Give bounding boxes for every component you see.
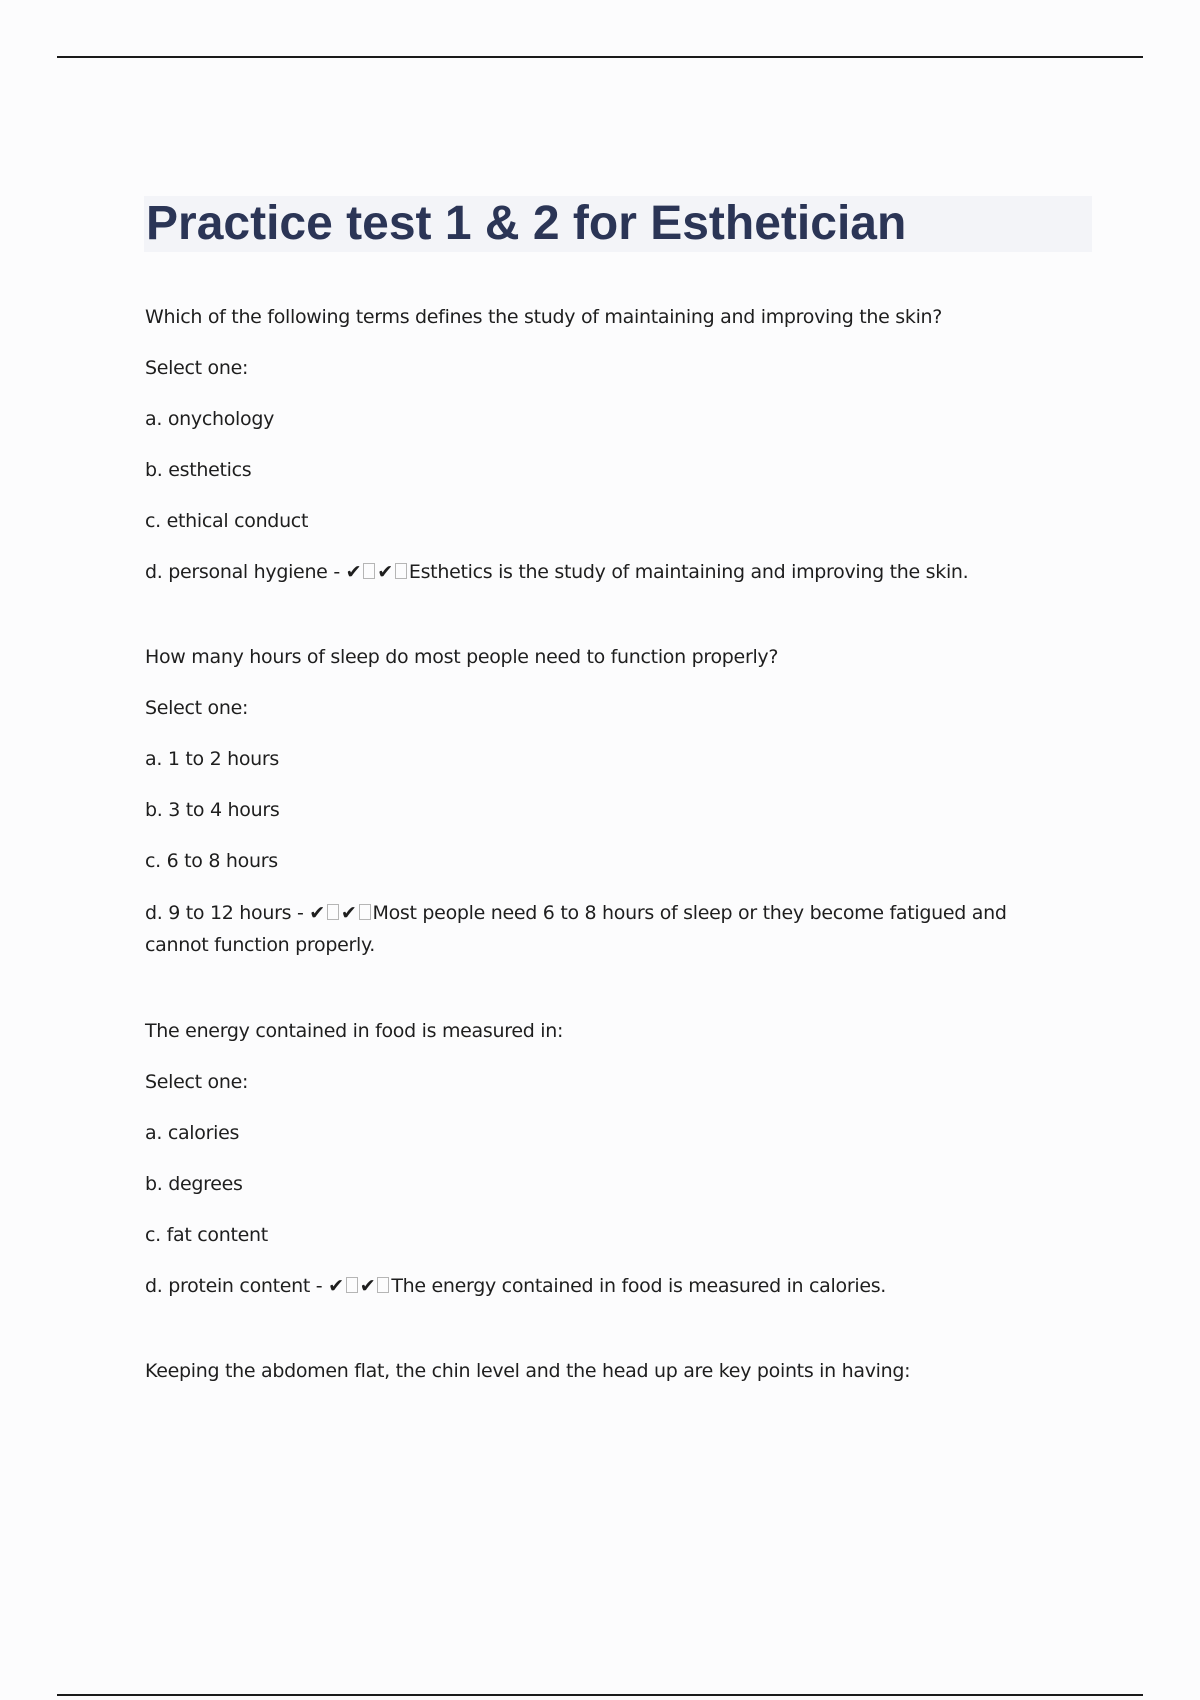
document-title: Practice test 1 & 2 for Esthetician (146, 197, 907, 250)
select-one-label: Select one: (145, 1071, 249, 1093)
missing-glyph-box-icon (377, 1277, 389, 1293)
question-2 (145, 642, 1075, 961)
answer-explanation: Esthetics is the study of maintaining and improving the skin. (408, 561, 969, 583)
check-mark-icon: ✔ (328, 1275, 344, 1297)
question-prompt: Which of the following terms defines the study of maintaining and improving the skin? (145, 306, 943, 328)
option-b: b. 3 to 4 hours (145, 799, 280, 821)
select-one-label: Select one: (145, 357, 249, 379)
missing-glyph-box-icon (395, 563, 407, 579)
option-c: c. 6 to 8 hours (145, 850, 278, 872)
top-rule (57, 56, 1143, 58)
missing-glyph-box-icon (363, 563, 375, 579)
option-d-with-answer (145, 897, 1075, 961)
option-d: d. protein content - (145, 1275, 329, 1297)
question-prompt: Keeping the abdomen flat, the chin level and the head up are key points in having: (145, 1360, 911, 1382)
check-mark-icon: ✔ (309, 902, 325, 924)
bottom-rule (57, 1694, 1143, 1696)
option-d-with-answer (145, 1271, 1075, 1301)
option-a: a. 1 to 2 hours (145, 748, 280, 770)
option-d: d. personal hygiene - (145, 561, 346, 583)
question-prompt: The energy contained in food is measured in: (145, 1020, 564, 1042)
option-b: b. degrees (145, 1173, 243, 1195)
question-3 (145, 1016, 1075, 1301)
check-mark-icon: ✔ (340, 902, 357, 924)
option-b: b. esthetics (145, 459, 252, 481)
option-c: c. ethical conduct (145, 510, 309, 532)
check-mark-icon: ✔ (377, 561, 393, 583)
question-4 (145, 1356, 1075, 1386)
missing-glyph-box-icon (359, 904, 371, 920)
missing-glyph-box-icon (327, 904, 339, 920)
missing-glyph-box-icon (346, 1277, 358, 1293)
option-a: a. calories (145, 1122, 240, 1144)
answer-explanation: Most people need 6 to 8 hours of sleep or they become fatigued and cannot function properly. (145, 902, 1007, 956)
question-1 (145, 302, 1075, 587)
select-one-label: Select one: (145, 697, 249, 719)
check-mark-icon: ✔ (359, 1275, 376, 1297)
option-d: d. 9 to 12 hours - (145, 902, 310, 924)
option-a: a. onychology (145, 408, 275, 430)
option-d-with-answer (145, 557, 1075, 587)
option-c: c. fat content (145, 1224, 268, 1246)
question-list (145, 302, 1075, 1441)
question-prompt: How many hours of sleep do most people need to function properly? (145, 646, 779, 668)
check-mark-icon: ✔ (345, 561, 362, 583)
answer-explanation: The energy contained in food is measured in calories. (391, 1275, 887, 1297)
